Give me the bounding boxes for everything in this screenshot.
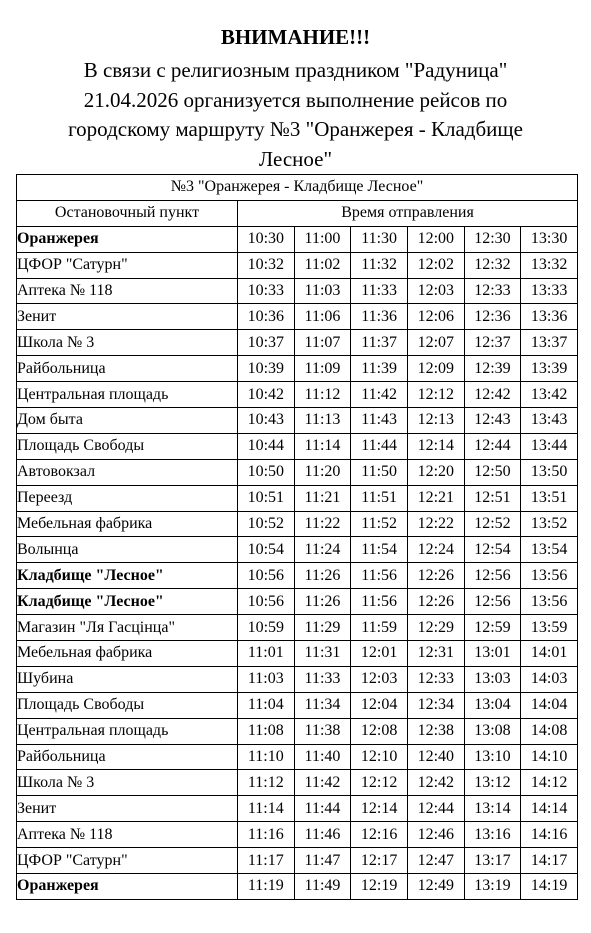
departure-time: 11:09	[294, 356, 351, 382]
route-title-row	[17, 175, 578, 201]
departure-time: 12:30	[464, 226, 521, 252]
departure-time: 10:51	[238, 485, 295, 511]
schedule-table	[16, 174, 578, 900]
table-row	[17, 589, 578, 615]
departure-time: 14:17	[521, 848, 578, 874]
departure-time: 11:43	[351, 408, 408, 434]
table-row	[17, 382, 578, 408]
departure-time: 10:56	[238, 563, 295, 589]
departure-time: 13:14	[464, 796, 521, 822]
departure-time: 10:42	[238, 382, 295, 408]
departure-time: 12:07	[407, 330, 464, 356]
departure-time: 13:01	[464, 641, 521, 667]
departure-time: 13:59	[521, 615, 578, 641]
departure-time: 12:39	[464, 356, 521, 382]
table-row	[17, 641, 578, 667]
departure-time: 13:50	[521, 459, 578, 485]
departure-time: 13:16	[464, 822, 521, 848]
departure-time: 13:56	[521, 589, 578, 615]
departure-time: 11:14	[238, 796, 295, 822]
departure-time: 13:03	[464, 666, 521, 692]
departure-time: 12:31	[407, 641, 464, 667]
departure-time: 11:56	[351, 563, 408, 589]
departure-time: 13:52	[521, 511, 578, 537]
stop-name: ЦФОР "Сатурн"	[17, 848, 238, 874]
departure-time: 10:36	[238, 304, 295, 330]
departure-time: 12:38	[407, 718, 464, 744]
table-row	[17, 822, 578, 848]
departure-time: 12:49	[407, 874, 464, 900]
departure-time: 11:54	[351, 537, 408, 563]
table-row	[17, 330, 578, 356]
departure-time: 13:08	[464, 718, 521, 744]
departure-time: 12:04	[351, 692, 408, 718]
departure-time: 13:56	[521, 563, 578, 589]
departure-time: 12:37	[464, 330, 521, 356]
notice-line: В связи с религиозным праздником "Радуница"	[83, 58, 508, 82]
departure-time: 12:02	[407, 252, 464, 278]
departure-time: 11:10	[238, 744, 295, 770]
stop-name: Центральная площадь	[17, 382, 238, 408]
departure-time: 11:13	[294, 408, 351, 434]
departure-time: 13:37	[521, 330, 578, 356]
departure-time: 14:16	[521, 822, 578, 848]
header-row	[17, 200, 578, 226]
departure-time: 11:49	[294, 874, 351, 900]
stop-name: ЦФОР "Сатурн"	[17, 252, 238, 278]
departure-time: 11:20	[294, 459, 351, 485]
departure-time: 11:16	[238, 822, 295, 848]
departure-time: 11:12	[238, 770, 295, 796]
departure-time: 12:56	[464, 563, 521, 589]
column-header-time: Время отправления	[238, 200, 578, 226]
departure-time: 11:06	[294, 304, 351, 330]
departure-time: 13:33	[521, 278, 578, 304]
departure-time: 12:12	[407, 382, 464, 408]
departure-time: 11:51	[351, 485, 408, 511]
departure-time: 11:24	[294, 537, 351, 563]
departure-time: 10:43	[238, 408, 295, 434]
departure-time: 12:14	[351, 796, 408, 822]
table-row	[17, 692, 578, 718]
stop-name: Зенит	[17, 796, 238, 822]
stop-name: Райбольница	[17, 744, 238, 770]
departure-time: 13:17	[464, 848, 521, 874]
departure-time: 12:34	[407, 692, 464, 718]
stop-name: Центральная площадь	[17, 718, 238, 744]
departure-time: 12:40	[407, 744, 464, 770]
departure-time: 13:36	[521, 304, 578, 330]
departure-time: 13:43	[521, 408, 578, 434]
departure-time: 12:03	[407, 278, 464, 304]
table-row	[17, 718, 578, 744]
departure-time: 11:04	[238, 692, 295, 718]
departure-time: 12:42	[464, 382, 521, 408]
stop-name: Дом быта	[17, 408, 238, 434]
departure-time: 13:04	[464, 692, 521, 718]
departure-time: 12:33	[464, 278, 521, 304]
departure-time: 13:39	[521, 356, 578, 382]
departure-time: 12:14	[407, 433, 464, 459]
departure-time: 11:30	[351, 226, 408, 252]
departure-time: 11:22	[294, 511, 351, 537]
table-row	[17, 563, 578, 589]
departure-time: 11:59	[351, 615, 408, 641]
departure-time: 11:40	[294, 744, 351, 770]
departure-time: 12:43	[464, 408, 521, 434]
table-row	[17, 796, 578, 822]
departure-time: 11:01	[238, 641, 295, 667]
table-row	[17, 744, 578, 770]
departure-time: 11:29	[294, 615, 351, 641]
departure-time: 11:14	[294, 433, 351, 459]
departure-time: 12:10	[351, 744, 408, 770]
departure-time: 14:01	[521, 641, 578, 667]
departure-time: 11:52	[351, 511, 408, 537]
departure-time: 12:59	[464, 615, 521, 641]
departure-time: 12:09	[407, 356, 464, 382]
stop-name: Автовокзал	[17, 459, 238, 485]
departure-time: 11:31	[294, 641, 351, 667]
departure-time: 12:13	[407, 408, 464, 434]
departure-time: 12:19	[351, 874, 408, 900]
notice-line: городскому маршруту №3 "Оранжерея - Кладбище	[68, 117, 523, 141]
departure-time: 11:36	[351, 304, 408, 330]
stop-name: Магазин "Ля Гасцінца"	[17, 615, 238, 641]
table-row	[17, 848, 578, 874]
departure-time: 12:00	[407, 226, 464, 252]
table-row	[17, 226, 578, 252]
departure-time: 11:50	[351, 459, 408, 485]
departure-time: 14:19	[521, 874, 578, 900]
departure-time: 12:26	[407, 589, 464, 615]
notice-text	[20, 56, 571, 174]
departure-time: 11:56	[351, 589, 408, 615]
departure-time: 11:38	[294, 718, 351, 744]
departure-time: 11:17	[238, 848, 295, 874]
departure-time: 12:29	[407, 615, 464, 641]
departure-time: 12:51	[464, 485, 521, 511]
table-row	[17, 666, 578, 692]
departure-time: 11:37	[351, 330, 408, 356]
departure-time: 11:21	[294, 485, 351, 511]
table-row	[17, 408, 578, 434]
departure-time: 11:44	[351, 433, 408, 459]
departure-time: 10:33	[238, 278, 295, 304]
departure-time: 11:42	[294, 770, 351, 796]
departure-time: 12:24	[407, 537, 464, 563]
table-row	[17, 537, 578, 563]
departure-time: 11:03	[238, 666, 295, 692]
stop-name: Мебельная фабрика	[17, 511, 238, 537]
notice-title: ВНИМАНИЕ!!!	[220, 25, 371, 49]
departure-time: 12:21	[407, 485, 464, 511]
table-row	[17, 459, 578, 485]
departure-time: 12:44	[464, 433, 521, 459]
departure-time: 10:32	[238, 252, 295, 278]
departure-time: 12:32	[464, 252, 521, 278]
departure-time: 13:42	[521, 382, 578, 408]
departure-time: 14:03	[521, 666, 578, 692]
departure-time: 12:03	[351, 666, 408, 692]
table-row	[17, 874, 578, 900]
departure-time: 13:51	[521, 485, 578, 511]
departure-time: 12:52	[464, 511, 521, 537]
table-row	[17, 511, 578, 537]
departure-time: 11:33	[294, 666, 351, 692]
departure-time: 14:08	[521, 718, 578, 744]
departure-time: 10:54	[238, 537, 295, 563]
departure-time: 11:44	[294, 796, 351, 822]
table-row	[17, 278, 578, 304]
stop-name: Площадь Свободы	[17, 692, 238, 718]
departure-time: 12:44	[407, 796, 464, 822]
stop-name: Зенит	[17, 304, 238, 330]
stop-name: Кладбище "Лесное"	[17, 563, 238, 589]
stop-name: Райбольница	[17, 356, 238, 382]
stop-name: Мебельная фабрика	[17, 641, 238, 667]
departure-time: 13:32	[521, 252, 578, 278]
departure-time: 10:39	[238, 356, 295, 382]
departure-time: 11:32	[351, 252, 408, 278]
departure-time: 10:56	[238, 589, 295, 615]
stop-name: Школа № 3	[17, 770, 238, 796]
departure-time: 12:46	[407, 822, 464, 848]
departure-time: 12:54	[464, 537, 521, 563]
table-row	[17, 615, 578, 641]
departure-time: 10:50	[238, 459, 295, 485]
departure-time: 11:47	[294, 848, 351, 874]
departure-time: 13:44	[521, 433, 578, 459]
table-row	[17, 252, 578, 278]
notice-line: 21.04.2026 организуется выполнение рейсов по	[83, 87, 508, 112]
departure-time: 13:30	[521, 226, 578, 252]
departure-time: 11:03	[294, 278, 351, 304]
departure-time: 13:19	[464, 874, 521, 900]
departure-time: 10:30	[238, 226, 295, 252]
departure-time: 12:26	[407, 563, 464, 589]
departure-time: 11:33	[351, 278, 408, 304]
table-row	[17, 485, 578, 511]
column-header-stop: Остановочный пункт	[17, 200, 238, 226]
departure-time: 12:20	[407, 459, 464, 485]
departure-time: 11:19	[238, 874, 295, 900]
departure-time: 12:06	[407, 304, 464, 330]
notice-line: Лесное"	[258, 146, 333, 171]
departure-time: 11:00	[294, 226, 351, 252]
stop-name: Кладбище "Лесное"	[17, 589, 238, 615]
departure-time: 14:12	[521, 770, 578, 796]
departure-time: 11:02	[294, 252, 351, 278]
departure-time: 11:08	[238, 718, 295, 744]
stop-name: Площадь Свободы	[17, 433, 238, 459]
departure-time: 12:16	[351, 822, 408, 848]
table-row	[17, 356, 578, 382]
departure-time: 11:26	[294, 589, 351, 615]
departure-time: 10:59	[238, 615, 295, 641]
stop-name: Аптека № 118	[17, 278, 238, 304]
stop-name: Оранжерея	[17, 226, 238, 252]
stop-name: Оранжерея	[17, 874, 238, 900]
table-row	[17, 433, 578, 459]
departure-time: 12:56	[464, 589, 521, 615]
route-title: №3 "Оранжерея - Кладбище Лесное"	[17, 175, 578, 201]
stop-name: Аптека № 118	[17, 822, 238, 848]
departure-time: 12:42	[407, 770, 464, 796]
departure-time: 11:26	[294, 563, 351, 589]
departure-time: 12:08	[351, 718, 408, 744]
stop-name: Школа № 3	[17, 330, 238, 356]
departure-time: 10:52	[238, 511, 295, 537]
departure-time: 14:10	[521, 744, 578, 770]
departure-time: 11:12	[294, 382, 351, 408]
departure-time: 11:46	[294, 822, 351, 848]
table-row	[17, 304, 578, 330]
departure-time: 12:17	[351, 848, 408, 874]
departure-time: 13:54	[521, 537, 578, 563]
departure-time: 14:04	[521, 692, 578, 718]
departure-time: 12:50	[464, 459, 521, 485]
departure-time: 14:14	[521, 796, 578, 822]
departure-time: 11:07	[294, 330, 351, 356]
departure-time: 11:42	[351, 382, 408, 408]
departure-time: 10:37	[238, 330, 295, 356]
departure-time: 12:22	[407, 511, 464, 537]
departure-time: 12:33	[407, 666, 464, 692]
departure-time: 12:36	[464, 304, 521, 330]
table-row	[17, 770, 578, 796]
departure-time: 12:01	[351, 641, 408, 667]
departure-time: 11:34	[294, 692, 351, 718]
departure-time: 10:44	[238, 433, 295, 459]
stop-name: Переезд	[17, 485, 238, 511]
departure-time: 12:12	[351, 770, 408, 796]
departure-time: 13:10	[464, 744, 521, 770]
stop-name: Волынца	[17, 537, 238, 563]
departure-time: 12:47	[407, 848, 464, 874]
departure-time: 11:39	[351, 356, 408, 382]
departure-time: 13:12	[464, 770, 521, 796]
stop-name: Шубина	[17, 666, 238, 692]
